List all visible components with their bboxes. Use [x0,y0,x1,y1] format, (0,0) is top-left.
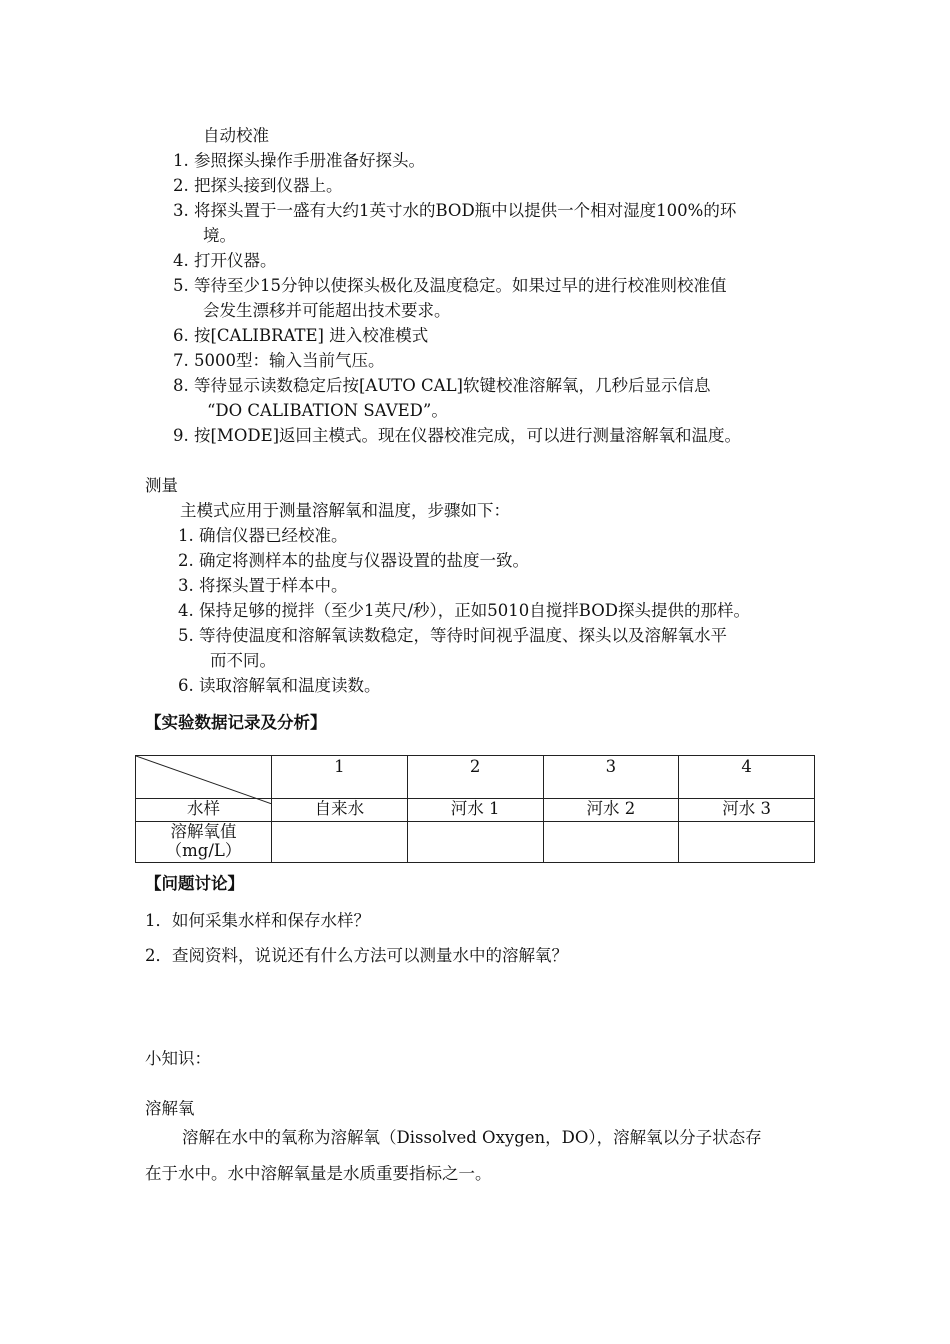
calibration-step-8: 8. 等待显示读数稳定后按[AUTO CAL]软键校准溶解氧，几秒后显示信息 [173,376,711,395]
measurement-step-5-cont: 而不同。 [210,651,276,670]
measurement-intro: 主模式应用于测量溶解氧和温度，步骤如下： [180,501,510,520]
diagonal-line [136,756,272,804]
measurement-step-4: 4. 保持足够的搅拌（至少1英尺/秒），正如5010自搅拌BOD探头提供的那样。 [178,601,750,620]
table-column-header: 4 [679,756,815,799]
measurement-step-6: 6. 读取溶解氧和温度读数。 [178,676,381,695]
calibration-step-3-cont: 境。 [203,226,236,245]
do-row-label-line-2: （mg/L） [165,841,242,860]
knowledge-paragraph-line-1: 溶解在水中的氧称为溶解氧（Dissolved Oxygen，DO），溶解氧以分子状态存 [182,1128,762,1147]
table-header-row [136,756,815,799]
measurement-step-2: 2. 确定将测样本的盐度与仪器设置的盐度一致。 [178,551,529,570]
knowledge-topic: 溶解氧 [145,1099,195,1118]
measurement-step-3: 3. 将探头置于样本中。 [178,576,348,595]
table-corner-cell [136,756,272,799]
calibration-step-1: 1. 参照探头操作手册准备好探头。 [173,151,425,170]
calibration-heading: 自动校准 [203,126,269,145]
sample-cell: 河水 2 [543,799,679,822]
table-column-header: 2 [407,756,543,799]
measurement-step-5: 5. 等待使温度和溶解氧读数稳定，等待时间视乎温度、探头以及溶解氧水平 [178,626,727,645]
data-section-heading: 【实验数据记录及分析】 [145,713,327,732]
discussion-question-2: 2．查阅资料，说说还有什么方法可以测量水中的溶解氧？ [145,946,568,965]
measurement-step-1: 1. 确信仪器已经校准。 [178,526,348,545]
do-row-label-line-1: 溶解氧值 [170,822,237,841]
sample-cell: 河水 1 [407,799,543,822]
sample-cell: 自来水 [272,799,408,822]
do-value-cell[interactable] [407,822,543,863]
discussion-heading: 【问题讨论】 [145,874,244,893]
calibration-step-6: 6. 按[CALIBRATE] 进入校准模式 [173,326,429,345]
calibration-step-5: 5. 等待至少15分钟以使探头极化及温度稳定。如果过早的进行校准则校准值 [173,276,727,295]
measurement-heading: 测量 [145,476,178,495]
data-record-table [135,755,815,863]
table-column-header: 1 [272,756,408,799]
do-value-cell[interactable] [272,822,408,863]
do-value-cell[interactable] [543,822,679,863]
do-value-cell[interactable] [679,822,815,863]
calibration-step-9: 9. 按[MODE]返回主模式。现在仪器校准完成，可以进行测量溶解氧和温度。 [173,426,742,445]
calibration-step-7: 7. 5000型：输入当前气压。 [173,351,385,370]
discussion-question-1: 1．如何采集水样和保存水样？ [145,911,370,930]
table-column-header: 3 [543,756,679,799]
calibration-step-5-cont: 会发生漂移并可能超出技术要求。 [203,301,451,320]
calibration-step-4: 4. 打开仪器。 [173,251,277,270]
knowledge-heading: 小知识： [145,1049,211,1068]
sample-row-label: 水样 [136,799,272,822]
calibration-step-2: 2. 把探头接到仪器上。 [173,176,343,195]
calibration-step-8-cont: “DO CALIBATION SAVED”。 [207,401,448,420]
do-row-label [136,822,272,863]
knowledge-paragraph-line-2: 在于水中。水中溶解氧量是水质重要指标之一。 [145,1164,492,1183]
table-row [136,822,815,863]
sample-cell: 河水 3 [679,799,815,822]
calibration-step-3: 3. 将探头置于一盛有大约1英寸水的BOD瓶中以提供一个相对湿度100%的环 [173,201,737,220]
